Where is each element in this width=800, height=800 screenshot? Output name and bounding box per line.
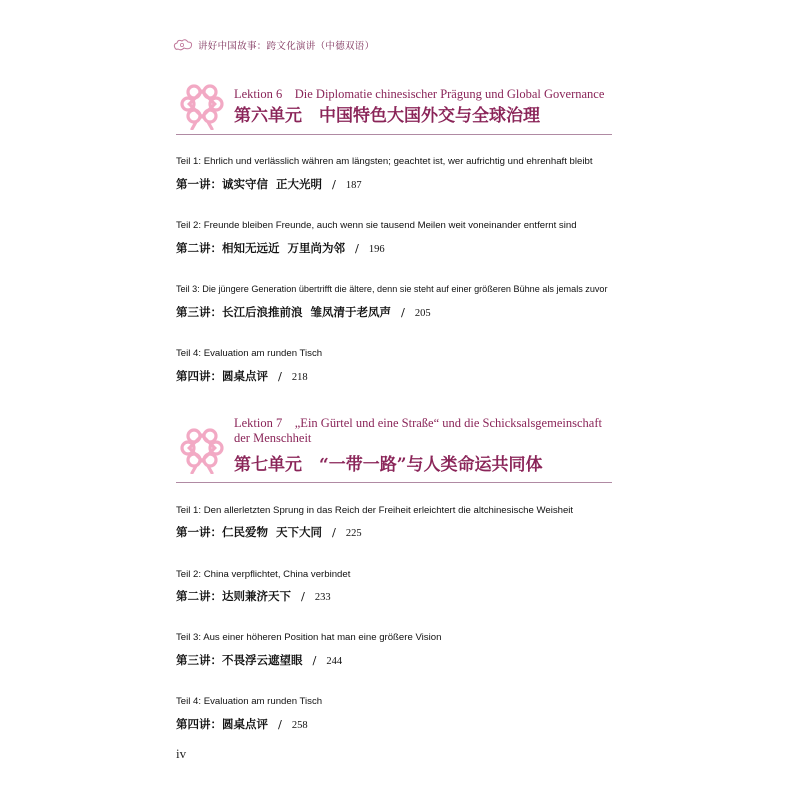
separator: / [332, 177, 336, 191]
toc-lecture-7-3[interactable] [176, 652, 342, 668]
lektion-6-german-title: Lektion 6 Die Diplomatie chinesischer Prägung und Global Governance [234, 87, 605, 101]
lektion-7-german-title-line1: Lektion 7 „Ein Gürtel und eine Straße“ und die Schicksalsgemeinschaft [234, 416, 602, 430]
toc-teil-6-4: Teil 4: Evaluation am runden Tisch [176, 348, 323, 359]
toc-teil-6-3: Teil 3: Die jüngere Generation übertrifft die ältere, denn sie steht auf einer größeren Bühne als jemals zuvor [176, 284, 608, 294]
toc-lecture-7-4[interactable] [176, 716, 308, 732]
page-folio: iv [176, 746, 187, 761]
lektion-7-german-title-line2: der Menschheit [234, 431, 312, 445]
page-number: 225 [345, 528, 362, 539]
lecture-title: 第二讲：相知无远近 [176, 241, 280, 255]
lecture-title: 第二讲：达则兼济天下 [176, 589, 291, 603]
lecture-title-part2: 万里尚为邻 [287, 241, 345, 255]
toc-teil-7-4: Teil 4: Evaluation am runden Tisch [176, 696, 323, 707]
separator: / [401, 305, 405, 319]
toc-teil-7-3: Teil 3: Aus einer höheren Position hat man eine größere Vision [176, 632, 442, 643]
toc-lecture-6-4[interactable] [176, 368, 308, 384]
section-divider [176, 482, 612, 483]
separator: / [312, 653, 317, 667]
toc-teil-7-1: Teil 1: Den allerletzten Sprung in das Reich der Freiheit erleichtert die altchinesische Weisheit [176, 505, 574, 516]
separator: / [332, 525, 336, 539]
lecture-title: 第四讲：圆桌点评 [176, 369, 268, 383]
toc-teil-6-1: Teil 1: Ehrlich und verlässlich währen am längsten; geachtet ist, wer aufrichtig und ehrenhaft bleibt [176, 156, 593, 167]
toc-teil-6-2: Teil 2: Freunde bleiben Freunde, auch wenn sie tausend Meilen weit voneinander entfernt sind [176, 220, 577, 231]
lektion-7-chinese-title: 第七单元 “一带一路”与人类命运共同体 [234, 455, 543, 475]
chinese-knot-icon [176, 78, 228, 130]
toc-lecture-6-3[interactable] [176, 304, 431, 320]
toc-lecture-6-2[interactable] [176, 240, 385, 256]
lecture-title: 第三讲：不畏浮云遮望眼 [176, 653, 303, 667]
page-number: 258 [291, 720, 308, 731]
lecture-title-part2: 雏凤清于老凤声 [310, 305, 391, 319]
toc-lecture-7-1[interactable] [176, 524, 362, 540]
separator: / [278, 369, 282, 383]
separator: / [355, 241, 359, 255]
toc-lecture-7-2[interactable] [176, 588, 331, 604]
page-number: 196 [368, 244, 385, 255]
lecture-title: 第三讲：长江后浪推前浪 [176, 305, 303, 319]
page-number: 187 [345, 180, 362, 191]
lecture-title: 第四讲：圆桌点评 [176, 717, 268, 731]
running-title: 讲好中国故事：跨文化演讲（中德双语） [198, 41, 375, 52]
separator: / [278, 717, 282, 731]
toc-teil-7-2: Teil 2: China verpflichtet, China verbindet [176, 569, 351, 580]
page-number: 218 [291, 372, 308, 383]
page-number: 244 [326, 656, 343, 667]
page-number: 233 [314, 592, 331, 603]
chinese-knot-icon [176, 422, 228, 474]
section-divider [176, 134, 612, 135]
cloud-icon [172, 38, 194, 52]
separator: / [301, 589, 305, 603]
toc-lecture-6-1[interactable] [176, 176, 362, 192]
lecture-title-part2: 天下大同 [276, 525, 322, 539]
running-header [172, 38, 374, 52]
page-number: 205 [414, 308, 431, 319]
lektion-6-chinese-title: 第六单元 中国特色大国外交与全球治理 [234, 106, 540, 126]
lecture-title: 第一讲：诚实守信 [176, 177, 268, 191]
lecture-title: 第一讲：仁民爱物 [176, 525, 268, 539]
lecture-title-part2: 正大光明 [276, 177, 322, 191]
